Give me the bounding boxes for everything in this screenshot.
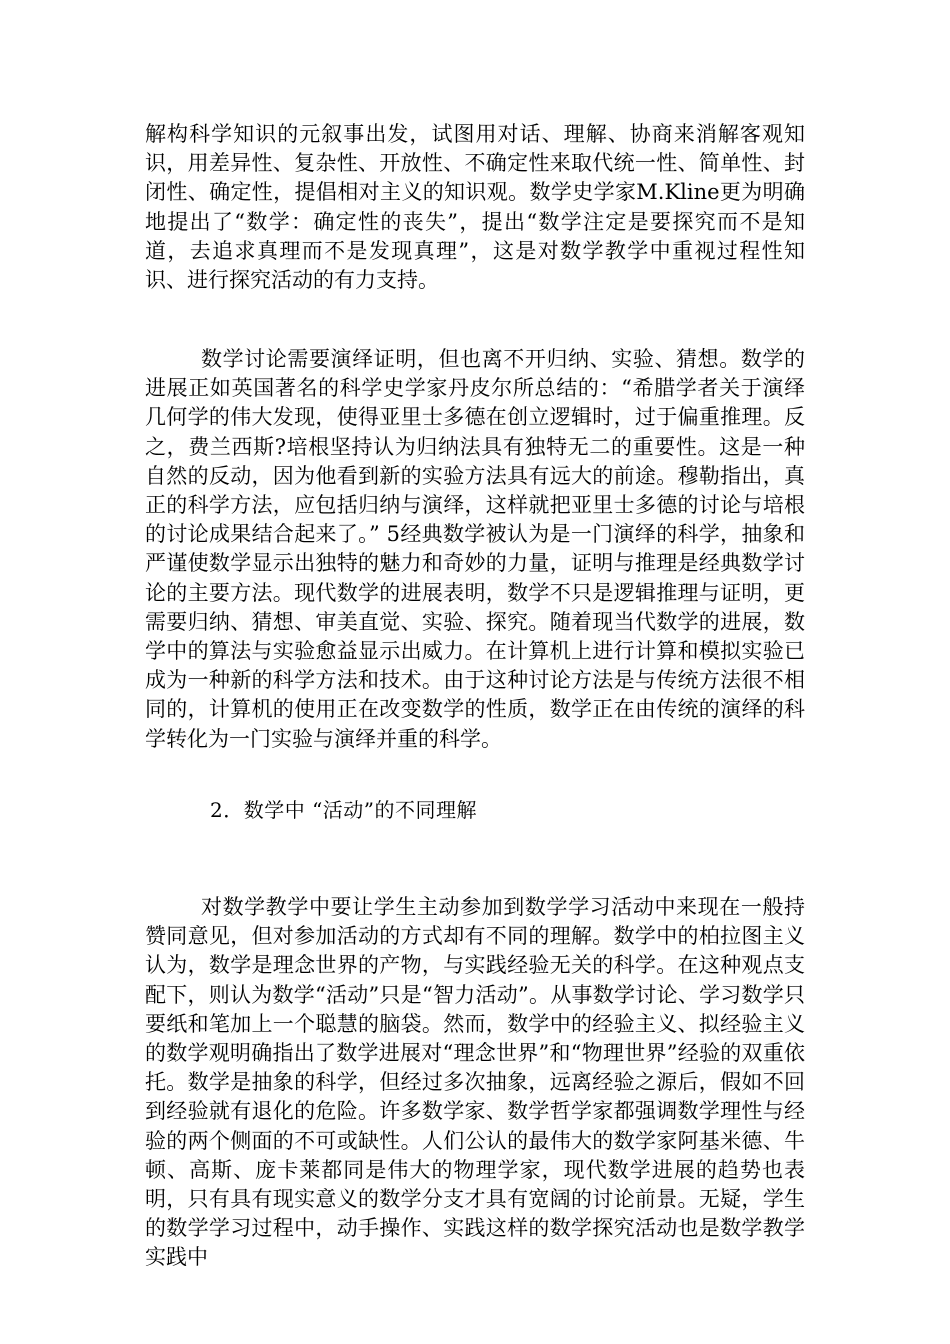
body-paragraph-1: 解构科学知识的元叙事出发，试图用对话、理解、协商来消解客观知识，用差异性、复杂性、开放性、不确定性来取代统一性、简单性、封闭性、确定性，提倡相对主义的知识观。数学史学家M.Kline更为明确地提出了“数学：确定性的丧失”，提出“数学注定是要探究而不是知道，去追求真理而不是发现真理”，这是对数学教学中重视过程性知识、进行探究活动的有力支持。 (145, 122, 805, 293)
section-heading: 2．数学中 “活动”的不同理解 (210, 798, 478, 822)
body-paragraph-3: 对数学教学中要让学生主动参加到数学学习活动中来现在一般持赞同意见，但对参加活动的方式却有不同的理解。数学中的柏拉图主义认为，数学是理念世界的产物，与实践经验无关的科学。在这种观点支配下，则认为数学“活动”只是“智力活动”。从事数学讨论、学习数学只要纸和笔加上一个聪慧的脑袋。然而，数学中的经验主义、拟经验主义的数学观明确指出了数学进展对“理念世界”和“物理世界”经验的双重依托。数学是抽象的科学，但经过多次抽象，远离经验之源后，假如不回到经验就有退化的危险。许多数学家、数学哲学家都强调数学理性与经验的两个侧面的不可或缺性。人们公认的最伟大的数学家阿基米德、牛顿、高斯、庞卡莱都同是伟大的物理学家，现代数学进展的趋势也表明，只有具有现实意义的数学分支才具有宽阔的讨论前景。无疑，学生的数学学习过程中，动手操作、实践这样的数学探究活动也是数学教学实践中 (145, 895, 805, 1270)
body-paragraph-2: 数学讨论需要演绎证明，但也离不开归纳、实验、猜想。数学的进展正如英国著名的科学史学家丹皮尔所总结的：“希腊学者关于演绎几何学的伟大发现，使得亚里士多德在创立逻辑时，过于偏重推理。反之，费兰西斯?培根坚持认为归纳法具有独特无二的重要性。这是一种自然的反动，因为他看到新的实验方法具有远大的前途。穆勒指出，真正的科学方法，应包括归纳与演绎，这样就把亚里士多德的讨论与培根的讨论成果结合起来了。” 5经典数学被认为是一门演绎的科学，抽象和严谨使数学显示出独特的魅力和奇妙的力量，证明与推理是经典数学讨论的主要方法。现代数学的进展表明，数学不只是逻辑推理与证明，更需要归纳、猜想、审美直觉、实验、探究。随着现当代数学的进展，数学中的算法与实验愈益显示出威力。在计算机上进行计算和模拟实验已成为一种新的科学方法和技术。由于这种讨论方法是与传统方法很不相同的，计算机的使用正在改变数学的性质，数学正在由传统的演绎的科学转化为一门实验与演绎并重的科学。 (145, 347, 805, 751)
